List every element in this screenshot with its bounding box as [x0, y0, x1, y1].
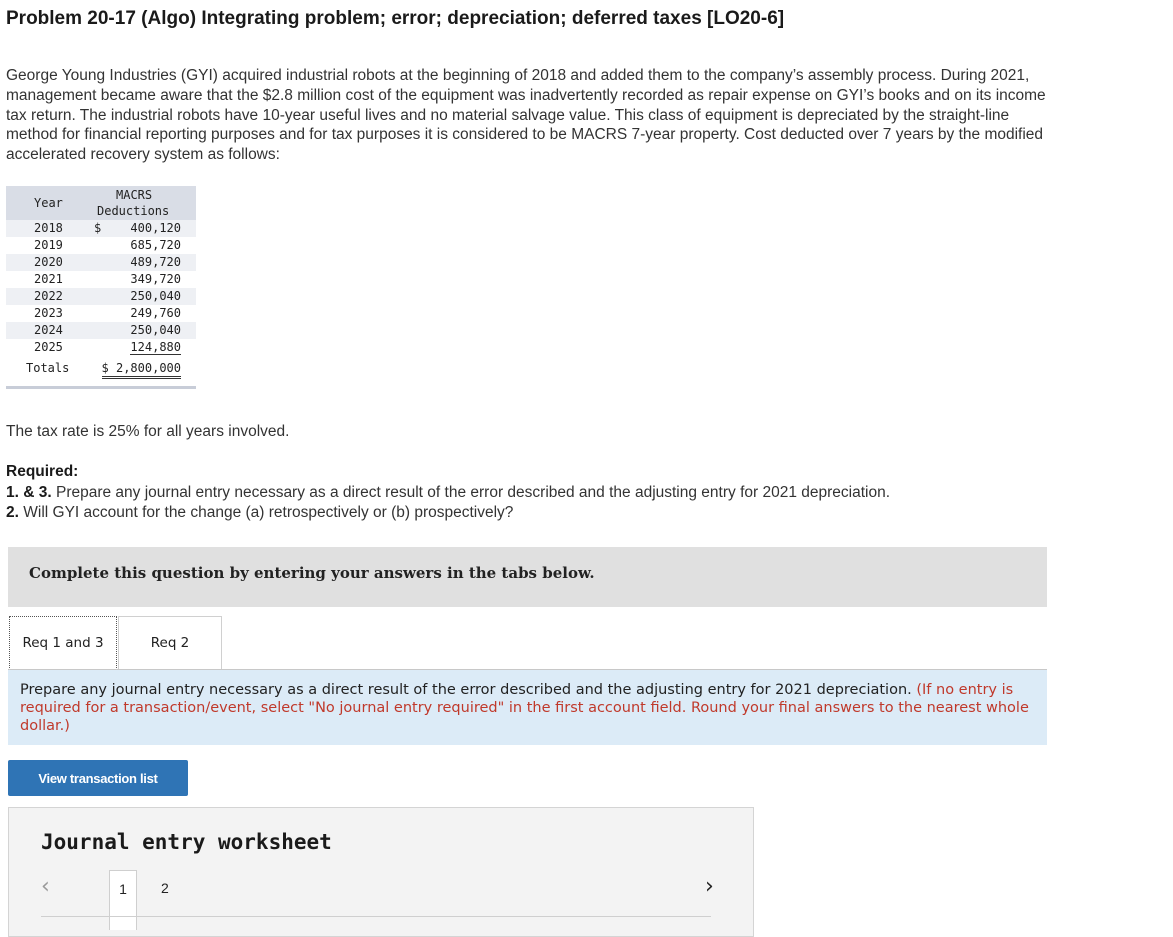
- worksheet-tab-baseline: [41, 916, 711, 917]
- row-year: 2019: [34, 238, 63, 252]
- required-item-2-text: Will GYI account for the change (a) retrospectively or (b) prospectively?: [18, 504, 514, 521]
- question-prompt: [8, 670, 1047, 745]
- macrs-table: [6, 186, 196, 389]
- row-year: 2023: [34, 306, 63, 320]
- tab-req-1-and-3[interactable]: Req 1 and 3: [9, 616, 117, 670]
- chevron-left-icon[interactable]: ‹: [41, 874, 50, 899]
- worksheet-page-2[interactable]: 2: [161, 880, 169, 896]
- instructions-text: Complete this question by entering your answers in the tabs below.: [29, 564, 595, 582]
- table-total-row: [6, 358, 196, 380]
- row-amount: 250,040: [130, 289, 181, 303]
- row-year: 2018: [34, 221, 63, 235]
- worksheet-page-1[interactable]: 1: [109, 870, 137, 930]
- col-header-year: Year: [34, 196, 63, 210]
- row-amount: 249,760: [130, 306, 181, 320]
- row-year: 2020: [34, 255, 63, 269]
- macrs-table-header: [6, 186, 196, 220]
- required-item-2-number: 2.: [6, 504, 19, 521]
- problem-title: Problem 20-17 (Algo) Integrating problem; error; depreciation; deferred taxes [LO20-6]: [6, 8, 785, 29]
- row-year: 2021: [34, 272, 63, 286]
- row-amount: 685,720: [130, 238, 181, 252]
- total-label: Totals: [26, 361, 70, 375]
- currency-symbol: $: [94, 221, 102, 235]
- table-footer-bar: [6, 386, 196, 389]
- table-row: [6, 237, 196, 254]
- prompt-note-text: (If no entry is required for a transaction/event, select "No journal entry required" in the first account field. Round your final answers to the nearest whole dollar.): [20, 682, 1029, 734]
- col-header-deductions: Deductions: [97, 204, 170, 218]
- view-transaction-list-button[interactable]: View transaction list: [8, 760, 188, 796]
- col-header-macrs: MACRS: [116, 188, 153, 202]
- journal-entry-worksheet: [8, 807, 754, 937]
- table-row: [6, 322, 196, 339]
- row-amount: 250,040: [130, 323, 181, 337]
- table-row: [6, 220, 196, 237]
- prompt-main-text: Prepare any journal entry necessary as a direct result of the error described and the adjusting entry for 2021 depreciation.: [20, 682, 912, 698]
- row-year: 2022: [34, 289, 63, 303]
- table-row: [6, 305, 196, 322]
- problem-intro: George Young Industries (GYI) acquired industrial robots at the beginning of 2018 and added them to the company’s assembly process. During 2021, management became aware that the $2.8 million cost of the equipment was inadvertently recorded as repair expense on GYI’s books and on its income tax return. The industrial robots have 10-year useful lives and no material salvage value. This class of equipment is depreciated by the straight-line method for financial reporting purposes and for tax purposes it is considered to be MACRS 7-year property. Cost deducted over 7 years by the modified accelerated recovery system as follows:: [6, 67, 1046, 164]
- row-amount: 349,720: [130, 272, 181, 286]
- required-item-1-number: 1. & 3.: [6, 483, 52, 501]
- row-amount: 489,720: [130, 255, 181, 269]
- table-row: [6, 339, 196, 356]
- required-heading: Required:: [6, 463, 79, 480]
- tax-rate-text: The tax rate is 25% for all years involved.: [6, 423, 290, 440]
- table-row: [6, 254, 196, 271]
- required-item-1-text: Prepare any journal entry necessary as a direct result of the error described and the adjusting entry for 2021 depreciation.: [51, 483, 891, 501]
- required-item-2: [6, 503, 890, 524]
- row-year: 2024: [34, 323, 63, 337]
- tab-req-2[interactable]: Req 2: [118, 616, 222, 669]
- chevron-right-icon[interactable]: ›: [705, 874, 714, 899]
- row-amount: 124,880: [130, 340, 181, 354]
- worksheet-title: Journal entry worksheet: [41, 830, 332, 854]
- required-item-1: [6, 483, 890, 504]
- table-row: [6, 271, 196, 288]
- row-year: 2025: [34, 340, 63, 354]
- row-amount: 400,120: [130, 221, 181, 235]
- required-section: [6, 462, 890, 524]
- instructions-bar: [8, 547, 1047, 607]
- table-row: [6, 288, 196, 305]
- total-amount: $ 2,800,000: [102, 361, 181, 379]
